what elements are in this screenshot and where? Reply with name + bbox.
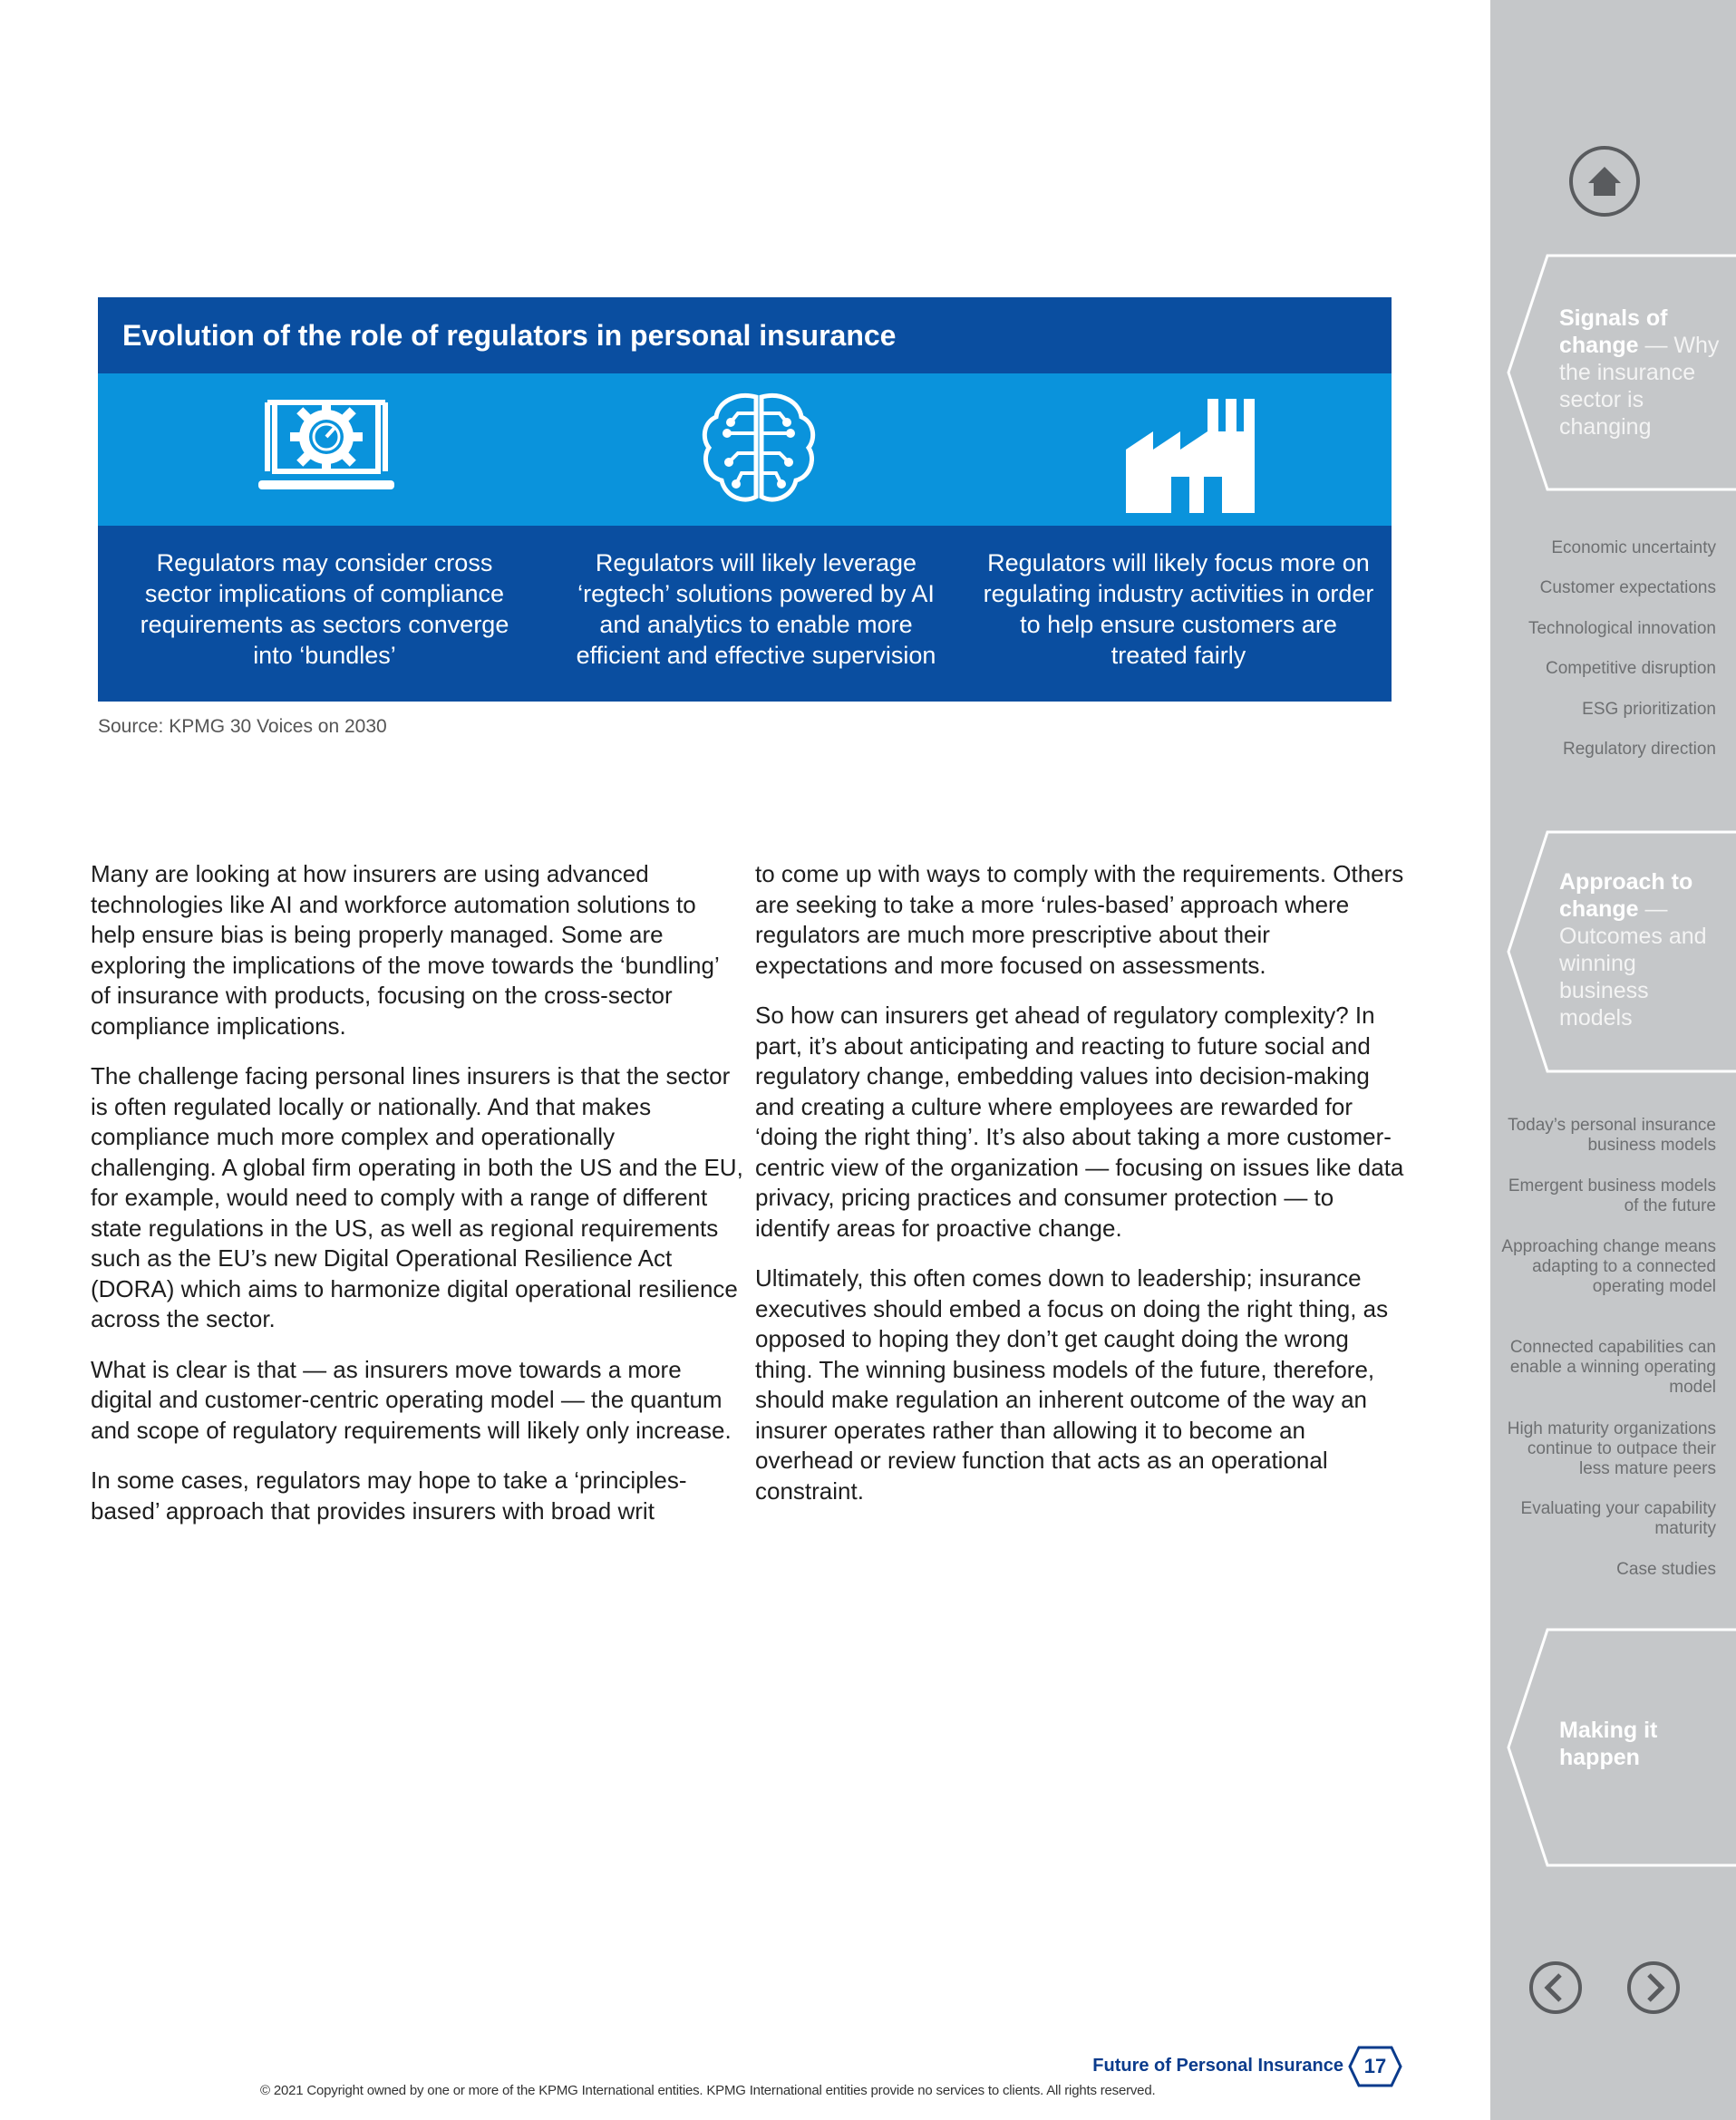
- section-title: Approach to change: [1559, 869, 1693, 922]
- paragraph: So how can insurers get ahead of regulatory complexity? In part, it’s about anticipating and reacting to future social and regulatory change, embedding values into decision-making and creating a culture where employees are rewarded for ‘doing the right thing’. It’s also about taking a more customer-centric view of the organization — focusing on issues like data privacy, pricing practices and consumer protection — to identify areas for proactive change.: [755, 1002, 1404, 1242]
- infographic-title: Evolution of the role of regulators in personal insurance: [98, 297, 1392, 373]
- sidebar-link[interactable]: Evaluating your capability maturity: [1520, 1499, 1716, 1538]
- sidebar-link[interactable]: Approaching change means adapting to a connected operating model: [1501, 1237, 1716, 1296]
- sidebar-link[interactable]: Customer expectations: [1539, 578, 1716, 597]
- sidebar-link[interactable]: Competitive disruption: [1546, 659, 1716, 678]
- sidebar-link[interactable]: Economic uncertainty: [1551, 538, 1716, 557]
- section-title: Signals of change: [1559, 305, 1668, 358]
- brain-circuit-icon: [682, 386, 836, 513]
- paragraph: In some cases, regulators may hope to take a ‘principles-based’ approach that provides insurers with broad writ: [91, 1467, 687, 1525]
- sidebar-link[interactable]: Today’s personal insurance business models: [1508, 1116, 1716, 1155]
- sidebar-link[interactable]: High maturity organizations continue to outpace their less mature peers: [1507, 1419, 1716, 1478]
- page-number: 17: [1363, 2055, 1387, 2077]
- laptop-gear-icon: [249, 386, 403, 513]
- factory-icon: [1113, 386, 1267, 513]
- sidebar-section-making[interactable]: [1507, 1628, 1736, 1867]
- sidebar-section-signals[interactable]: [1507, 254, 1736, 491]
- paragraph: Ultimately, this often comes down to leadership; insurance executives should embed a focus on doing the right thing, as opposed to hoping they don’t get caught doing the wrong thing. The winning business models of the future, therefore, should make regulation an inherent outcome of the way an insurer operates rather than allowing it to become an overhead or review function that acts as an operational constraint.: [755, 1264, 1389, 1505]
- infographic-column-3: Regulators will likely focus more on regulating industry activities in order to help ensure customers are treated fairly: [983, 549, 1374, 669]
- sidebar-link[interactable]: ESG prioritization: [1582, 700, 1716, 719]
- sidebar-link[interactable]: Regulatory direction: [1563, 740, 1716, 759]
- section-title: Making it happen: [1559, 1718, 1658, 1770]
- infographic-text-band: [98, 526, 1392, 702]
- sidebar-section-approach[interactable]: [1507, 830, 1736, 1073]
- publication-title: Future of Personal Insurance: [1092, 2056, 1343, 2076]
- home-icon[interactable]: [1568, 145, 1641, 218]
- chevron-right-icon[interactable]: [1626, 1960, 1681, 2015]
- sidebar-link[interactable]: Technological innovation: [1527, 619, 1716, 638]
- paragraph: The challenge facing personal lines insurers is that the sector is often regulated locally or nationally. And that makes compliance much more complex and operationally challenging. A global firm operating in both the US and the EU, for example, would need to comply with a range of different state regulations in the US, as well as regional requirements such as the EU’s new Digital Operational Resilience Act (DORA) which aims to harmonize digital operational resilience across the sector.: [91, 1062, 743, 1332]
- paragraph: Many are looking at how insurers are using advanced technologies like AI and workforce automation solutions to help ensure bias is being properly managed. Some are exploring the implications of the move towards the ‘bundling’ of insurance with products, focusing on the cross-sector compliance implications.: [91, 860, 719, 1040]
- sidebar-link[interactable]: Connected capabilities can enable a winning operating model: [1509, 1338, 1716, 1397]
- copyright: © 2021 Copyright owned by one or more of the KPMG International entities. KPMG International entities provide no services to clients. All rights reserved.: [260, 2083, 1156, 2098]
- sidebar-link[interactable]: Emergent business models of the future: [1508, 1176, 1716, 1215]
- source-note: Source: KPMG 30 Voices on 2030: [98, 716, 387, 737]
- infographic-icon-band: [98, 373, 1392, 526]
- infographic-box: [98, 297, 1392, 702]
- body-column-right: [755, 859, 1408, 1526]
- paragraph: to come up with ways to comply with the requirements. Others are seeking to take a more ‘rules-based’ approach where regulators are much more prescriptive about their expectations and more focused on assessments.: [755, 860, 1404, 979]
- paragraph: What is clear is that — as insurers move towards a more digital and customer-centric operating model — the quantum and scope of regulatory requirements will likely only increase.: [91, 1355, 732, 1444]
- sidebar-link[interactable]: Case studies: [1616, 1560, 1716, 1579]
- infographic-column-2: Regulators will likely leverage ‘regtech’ solutions powered by AI and analytics to enable more efficient and effective supervision: [576, 549, 936, 669]
- section-subtitle: — Why the insurance sector is changing: [1559, 333, 1720, 440]
- section-subtitle: — Outcomes and winning business models: [1559, 896, 1707, 1031]
- chevron-left-icon[interactable]: [1528, 1960, 1583, 2015]
- infographic-column-1: Regulators may consider cross sector implications of compliance requirements as sectors converge into ‘bundles’: [140, 549, 509, 669]
- body-column-left: [91, 859, 743, 1546]
